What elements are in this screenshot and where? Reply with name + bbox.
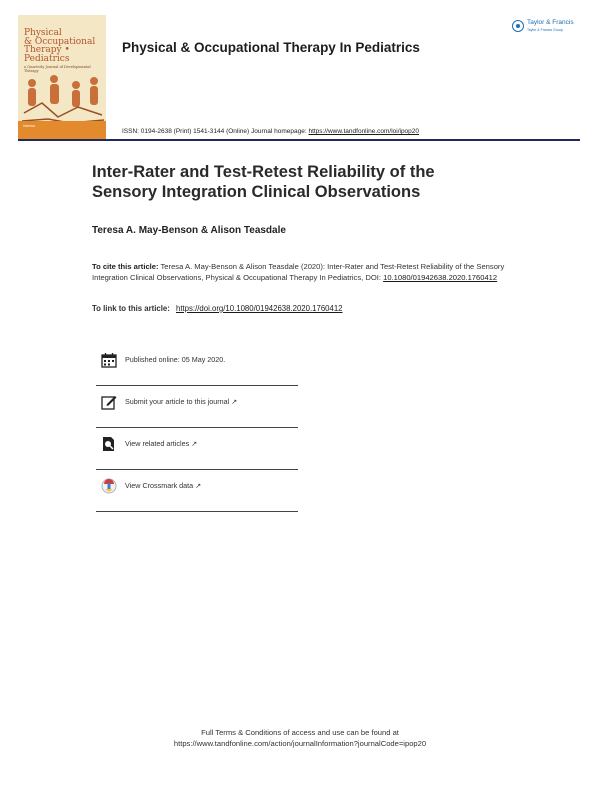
issn-line: ISSN: 0194-2638 (Print) 1541-3144 (Online) Journal homepage: https://www.tandfonline.com/loi/ipop20 — [122, 128, 420, 135]
article-authors: Teresa A. May-Benson & Alison Teasdale — [92, 225, 286, 236]
publisher-logo[interactable]: Taylor & Francis Taylor & Francis Group — [512, 18, 584, 38]
header-divider — [18, 139, 580, 141]
journal-title[interactable]: Physical & Occupational Therapy In Pediatrics — [122, 40, 420, 55]
article-title: Inter-Rater and Test-Retest Reliability of the Sensory Integration Clinical Observations — [92, 163, 435, 201]
calendar-icon — [101, 352, 117, 368]
cover-subtitle: a Quarterly Journal of Developmental Therapy — [24, 65, 91, 73]
external-link-icon: ↗ — [191, 441, 198, 448]
published-online-text: Published online: 05 May 2020. — [125, 355, 226, 364]
external-link-icon: ↗ — [195, 483, 202, 490]
crossmark-link[interactable]: View Crossmark data ↗ — [96, 470, 298, 512]
terms-footer — [0, 727, 600, 749]
related-articles-link[interactable]: View related articles ↗ — [96, 428, 298, 470]
article-link-line — [92, 304, 343, 313]
article-actions — [96, 344, 298, 512]
footer-terms-link[interactable]: https://www.tandfonline.com/action/journalInformation?journalCode=ipop20 — [173, 739, 427, 748]
cite-text: Teresa A. May-Benson & Alison Teasdale (2020): Inter-Rater and Test-Retest Reliability of the Sensory Integration Clinical Observations, Physical & Occupational Therapy In Pediatrics, DOI: — [92, 262, 505, 282]
cite-label: To cite this article: — [92, 262, 159, 271]
cover-band: informa — [18, 121, 106, 139]
cover-illustration — [18, 73, 106, 125]
footer-text: Full Terms & Conditions of access and use can be found at — [201, 728, 399, 737]
cite-doi-link[interactable]: 10.1080/01942638.2020.1760412 — [383, 272, 498, 282]
link-label: To link to this article: — [92, 304, 170, 313]
cover-title: Physical & Occupational Therapy • Pediatrics a Quarterly Journal of Developmental Therapy — [24, 29, 104, 73]
submit-article-link[interactable]: Submit your article to this journal ↗ — [96, 386, 298, 428]
article-doi-link[interactable]: https://doi.org/10.1080/01942638.2020.1760412 — [176, 304, 343, 313]
journal-homepage-link[interactable]: https://www.tandfonline.com/loi/ipop20 — [308, 128, 420, 135]
external-link-icon: ↗ — [231, 399, 238, 406]
crossmark-icon — [101, 478, 117, 494]
related-articles-icon — [101, 436, 117, 452]
edit-icon — [101, 394, 117, 410]
journal-cover-image — [18, 15, 106, 139]
published-online-row — [96, 344, 298, 386]
citation-block — [92, 262, 517, 283]
taylor-francis-logo-icon — [512, 20, 524, 32]
